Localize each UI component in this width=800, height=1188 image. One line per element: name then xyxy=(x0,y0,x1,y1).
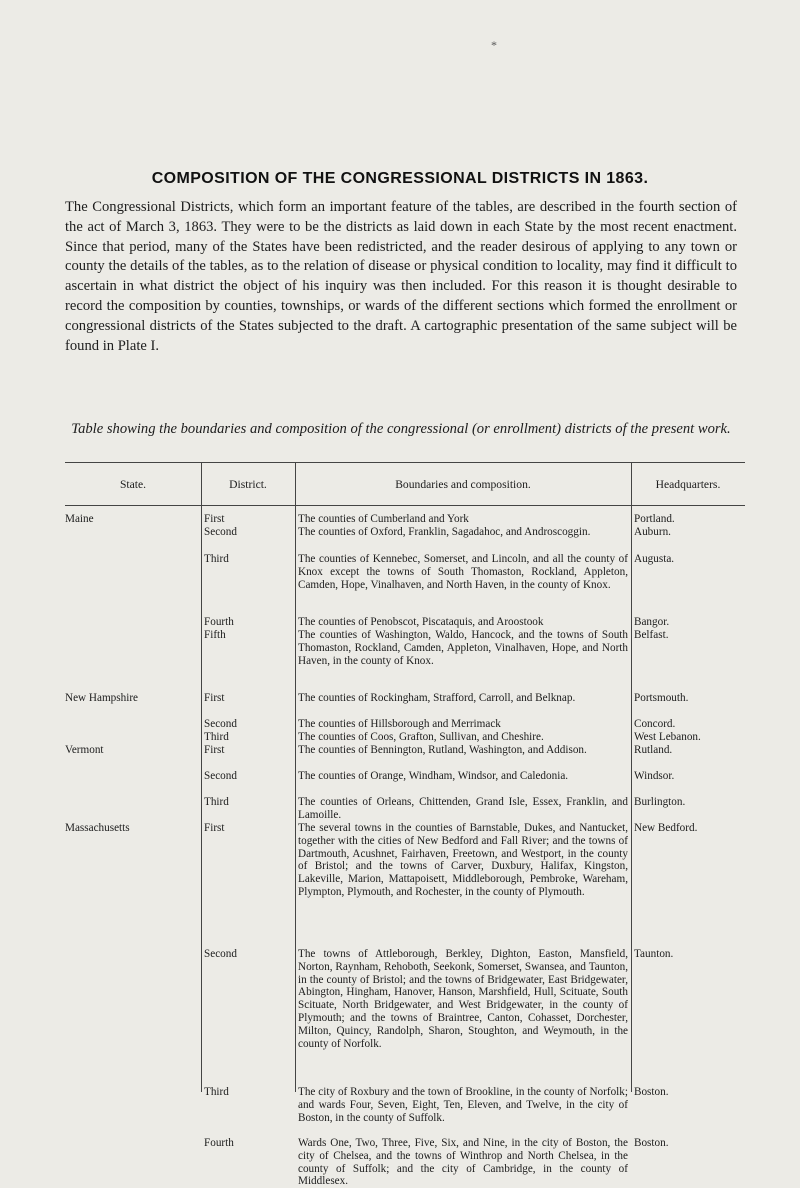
boundary-cell: The counties of Coos, Grafton, Sullivan, and Cheshire. xyxy=(298,731,544,743)
boundary-cell: The counties of Orange, Windham, Windsor, and Caledonia. xyxy=(298,770,569,782)
state-cell: Maine xyxy=(65,513,94,525)
headquarters-cell: Concord. xyxy=(634,718,676,730)
districts-table xyxy=(65,462,745,1188)
headquarters-cell: Portsmouth. xyxy=(634,692,689,704)
headquarters-cell: Belfast. xyxy=(634,629,669,641)
state-cell: Massachusetts xyxy=(65,822,130,834)
headquarters-cell: Augusta. xyxy=(634,553,675,565)
headquarters-cell: Windsor. xyxy=(634,770,675,782)
boundary-cell: The counties of Bennington, Rutland, Washington, and Addison. xyxy=(298,744,587,756)
district-cell: Fourth xyxy=(204,1137,234,1149)
district-cell: Second xyxy=(204,770,237,782)
page-mark: * xyxy=(491,38,497,52)
column-divider xyxy=(295,462,296,1092)
headquarters-cell: Rutland. xyxy=(634,744,673,756)
table-top-rule xyxy=(65,462,745,463)
district-cell: First xyxy=(204,513,225,525)
district-cell: First xyxy=(204,822,225,834)
boundary-cell: The counties of Kennebec, Somerset, and Lincoln, and all the county of Knox except the towns of South Thomaston, Rockland, Appleton, Camden, Hope, Vinalhaven, and North Haven, in the county of Knox. xyxy=(298,553,628,591)
boundary-cell: The counties of Cumberland and York xyxy=(298,513,469,525)
headquarters-cell: West Lebanon. xyxy=(634,731,701,743)
boundary-cell: The counties of Washington, Waldo, Hancock, and the towns of South Thomaston, Rockland, Camden, Appleton, Vinalhaven, Hope, and North Haven, in the county of Knox. xyxy=(298,629,628,667)
headquarters-cell: Taunton. xyxy=(634,948,674,960)
table-header-rule xyxy=(65,505,745,506)
headquarters-cell: Boston. xyxy=(634,1086,669,1098)
table-caption: Table showing the boundaries and composition of the congressional (or enrollment) districts of the present work. xyxy=(71,421,731,437)
headquarters-cell: Portland. xyxy=(634,513,675,525)
header-boundaries: Boundaries and composition. xyxy=(395,478,531,491)
district-cell: Third xyxy=(204,796,229,808)
boundary-cell: The counties of Rockingham, Strafford, Carroll, and Belknap. xyxy=(298,692,576,704)
header-state: State. xyxy=(119,478,147,491)
headquarters-cell: Boston. xyxy=(634,1137,669,1149)
boundary-cell: The counties of Hillsborough and Merrimack xyxy=(298,718,501,730)
header-headquarters: Headquarters. xyxy=(655,478,721,491)
district-cell: Third xyxy=(204,1086,229,1098)
district-cell: Third xyxy=(204,553,229,565)
headquarters-cell: Auburn. xyxy=(634,526,671,538)
column-divider xyxy=(631,462,632,1092)
boundary-cell: The several towns in the counties of Barnstable, Dukes, and Nantucket, together with the cities of New Bedford and Fall River; and the towns of Dartmouth, Acushnet, Fairhaven, Freetown, and Westport, in the county of Bristol; and the towns of Carver, Duxbury, Halifax, Kingston, Lakeville, Marion, Mattapoisett, Middleborough, Pembroke, Wareham, Plympton, Plymouth, and Rochester, in the county of Plymouth. xyxy=(298,822,628,898)
page-title: COMPOSITION OF THE CONGRESSIONAL DISTRICTS IN 1863. xyxy=(151,170,649,187)
header-district: District. xyxy=(229,478,267,491)
boundary-cell: The city of Roxbury and the town of Brookline, in the county of Norfolk; and wards Four, Seven, Eight, Ten, Eleven, and Twelve, in the city of Boston, in the county of Suffolk. xyxy=(298,1086,628,1124)
boundary-cell: The counties of Orleans, Chittenden, Grand Isle, Essex, Franklin, and Lamoille. xyxy=(298,796,628,821)
district-cell: First xyxy=(204,692,225,704)
intro-paragraph: The Congressional Districts, which form an important feature of the tables, are described in the fourth section of the act of March 3, 1863. They were to be the districts as laid down in each State by the most recent enactment. Since that period, many of the States have been redistricted, and the reader desirous of applying to any town or county the details of the tables, as to the relation of disease or physical condition to locality, may find it difficult to ascertain in what district the object of his inquiry was then included. For this reason it is thought desirable to record the composition by counties, townships, or wards of the different sections which formed the enrollment or congressional districts of the States subjected to the draft. A cartographic presentation of the same subject will be found in Plate I. xyxy=(65,199,737,354)
district-cell: Fifth xyxy=(204,629,226,641)
headquarters-cell: Bangor. xyxy=(634,616,670,628)
district-cell: Third xyxy=(204,731,229,743)
district-cell: Second xyxy=(204,948,237,960)
boundary-cell: The towns of Attleborough, Berkley, Dighton, Easton, Mansfield, Norton, Raynham, Rehoboth, Seekonk, Somerset, Swansea, and Taunton, in the county of Bristol; and the towns of Bridgewater, East Bridgewater, Abington, Hingham, Hanover, Hanson, Marshfield, Hull, Scituate, South Scituate, North Bridgewater, and West Bridgewater, in the county of Plymouth; and the towns of Braintree, Canton, Cohasset, Dorchester, Milton, Quincy, Randolph, Sharon, Stoughton, and Weymouth, in the county of Norfolk. xyxy=(298,948,628,1050)
headquarters-cell: Burlington. xyxy=(634,796,686,808)
column-divider xyxy=(201,462,202,1092)
district-cell: Fourth xyxy=(204,616,234,628)
boundary-cell: Wards One, Two, Three, Five, Six, and Nine, in the city of Boston, the city of Chelsea, and the towns of Winthrop and North Chelsea, in the county of Suffolk; and the city of Cambridge, in the county of Middlesex. xyxy=(298,1137,628,1188)
boundary-cell: The counties of Penobscot, Piscataquis, and Aroostook xyxy=(298,616,544,628)
district-cell: Second xyxy=(204,718,237,730)
district-cell: Second xyxy=(204,526,237,538)
district-cell: First xyxy=(204,744,225,756)
boundary-cell: The counties of Oxford, Franklin, Sagadahoc, and Androscoggin. xyxy=(298,526,591,538)
state-cell: New Hampshire xyxy=(65,692,139,704)
headquarters-cell: New Bedford. xyxy=(634,822,698,834)
state-cell: Vermont xyxy=(65,744,104,756)
